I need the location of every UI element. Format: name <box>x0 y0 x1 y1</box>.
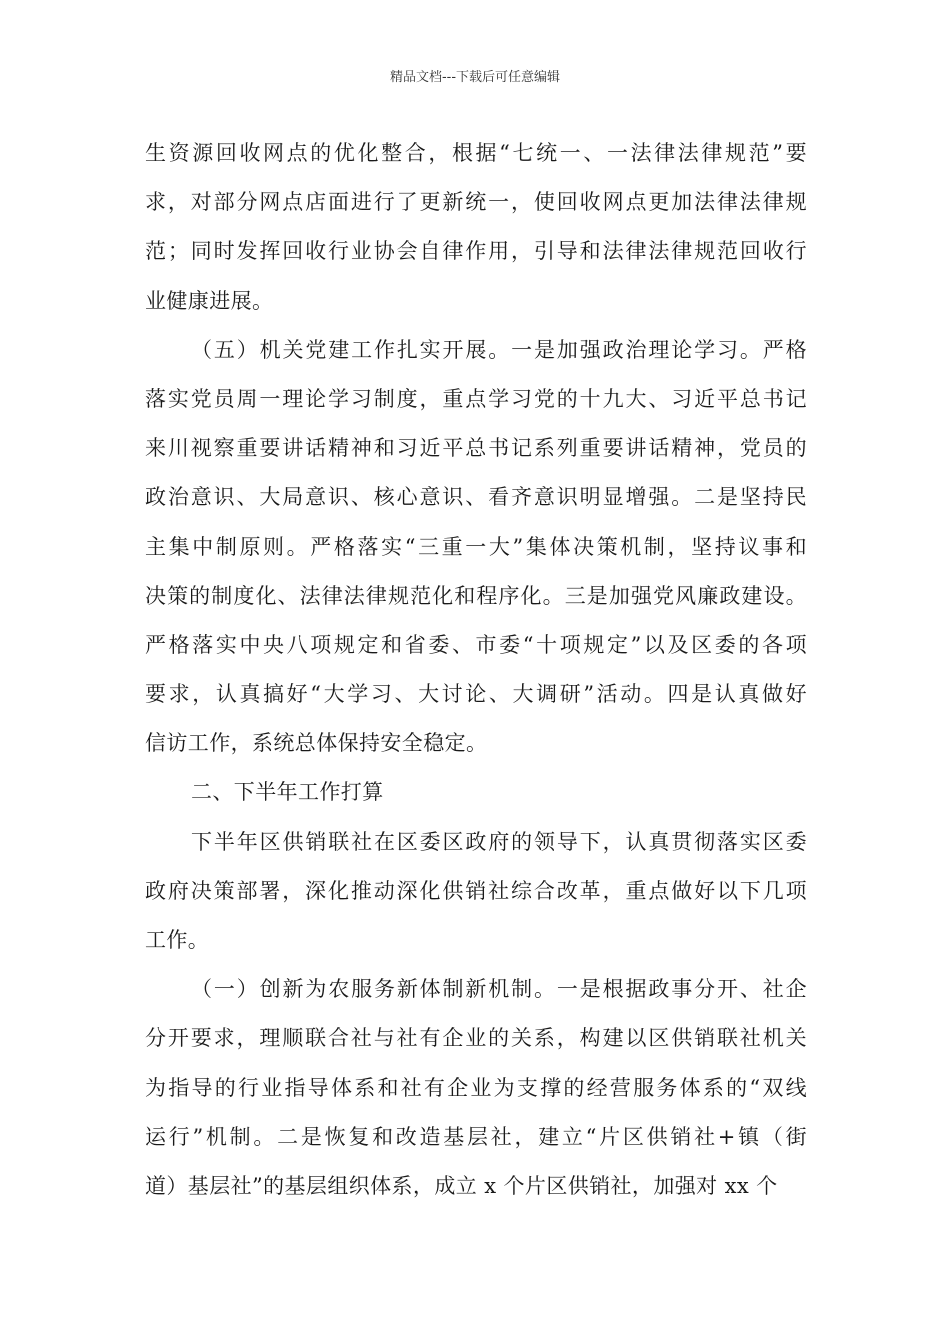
text-line: 运行”机制。二是恢复和改造基层社，建立“片区供销社+镇（街 <box>145 1124 807 1149</box>
text-line: 下半年区供销联社在区委区政府的领导下，认真贯彻落实区委 <box>191 829 807 854</box>
text-line: 为指导的行业指导体系和社有企业为支撑的经营服务体系的“双线 <box>145 1075 807 1100</box>
page-header: 精品文档---下载后可任意编辑 <box>389 70 561 85</box>
document-body <box>145 129 807 1211</box>
text-line: （一）创新为农服务新体制新机制。一是根据政事分开、社企 <box>191 977 807 1002</box>
text-line: 政府决策部署，深化推动深化供销社综合改革，重点做好以下几项 <box>145 878 807 903</box>
text-line: 来川视察重要讲话精神和习近平总书记系列重要讲话精神，党员的 <box>145 436 807 461</box>
text-line: 信访工作，系统总体保持安全稳定。 <box>145 731 488 756</box>
text-line: 严格落实中央八项规定和省委、市委“十项规定”以及区委的各项 <box>145 632 807 657</box>
paragraph <box>145 965 807 1211</box>
text-line: 范；同时发挥回收行业协会自律作用，引导和法律法律规范回收行 <box>145 239 807 264</box>
text-line: 政治意识、大局意识、核心意识、看齐意识明显增强。二是坚持民 <box>145 485 807 510</box>
text-line: 决策的制度化、法律法律规范化和程序化。三是加强党风廉政建设。 <box>145 583 807 608</box>
text-line: 生资源回收网点的优化整合，根据“七统一、一法律法律规范”要 <box>145 141 807 165</box>
paragraph <box>145 768 807 817</box>
text-line: 求，对部分网点店面进行了更新统一，使回收网点更加法律法律规 <box>145 190 807 215</box>
paragraph <box>145 818 807 966</box>
text-line: 分开要求，理顺联合社与社有企业的关系，构建以区供销联社机关 <box>145 1026 807 1051</box>
text-line: 工作。 <box>145 928 210 952</box>
text-line: 业健康进展。 <box>145 288 274 313</box>
paragraph <box>145 326 807 769</box>
text-line: （五）机关党建工作扎实开展。一是加强政治理论学习。严格 <box>191 337 807 362</box>
text-line: 道）基层社”的基层组织体系，成立 x 个片区供销社，加强对 xx 个 <box>145 1173 778 1198</box>
text-line: 主集中制原则。严格落实“三重一大”集体决策机制，坚持议事和 <box>145 534 807 559</box>
text-line: 落实党员周一理论学习制度，重点学习党的十九大、习近平总书记 <box>145 386 807 411</box>
text-line: 二、下半年工作打算 <box>191 780 384 805</box>
text-line: 要求，认真搞好“大学习、大讨论、大调研”活动。四是认真做好 <box>145 682 807 707</box>
paragraph <box>145 129 807 326</box>
